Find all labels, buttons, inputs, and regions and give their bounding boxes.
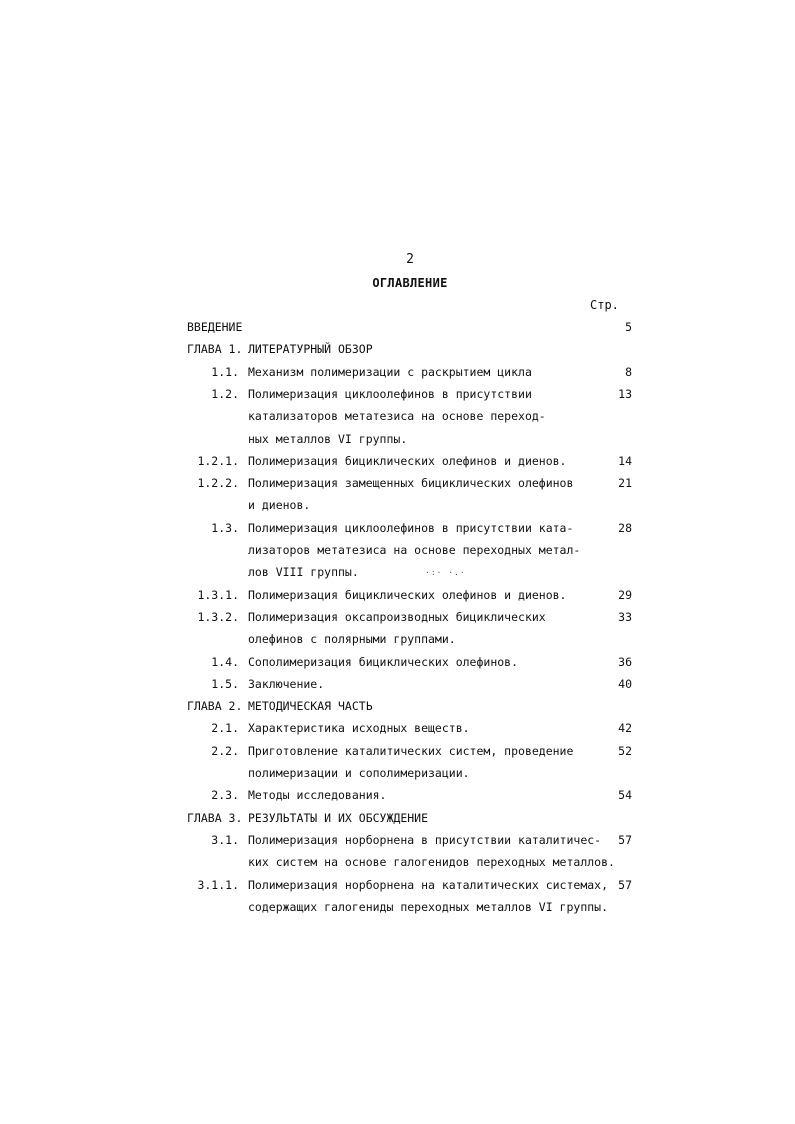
section-number: 2.1. [211,721,239,736]
chapter-number: ГЛАВА 3. [187,810,243,825]
section-title-line[interactable]: Полимеризация замещенных бициклических олефинов [248,476,574,491]
section-title-line[interactable]: катализаторов метатезиса на основе переход- [248,409,546,424]
section-title-line[interactable]: и диенов. [248,498,311,513]
page-ref: 57 [618,877,632,892]
section-number: 1.2.2. [197,476,239,491]
section-title-line[interactable]: Характеристика исходных веществ. [248,721,470,736]
section-title-line[interactable]: Полимеризация норборнена в присутствии каталитичес- [248,832,602,847]
section-title-line[interactable]: олефинов с полярными группами. [248,632,456,647]
page-column-label: Стр. [590,298,619,312]
section-title-line[interactable]: полимеризации и сополимеризации. [248,766,470,780]
section-title-line[interactable]: Полимеризация циклоолефинов в присутствии ката- [248,520,574,535]
page-ref: 40 [618,676,632,691]
chapter-number: ГЛАВА 1. [187,342,243,357]
section-number: 1.3.2. [197,609,239,624]
chapter-title[interactable]: МЕТОДИЧЕСКАЯ ЧАСТЬ [248,699,373,714]
section-number: 1.1. [211,364,239,379]
page-ref: 33 [618,609,632,624]
page-ref: 8 [625,364,632,379]
section-title-line[interactable]: Заключение. [248,676,325,691]
page-ref: 5 [625,320,632,334]
section-title-line[interactable]: Приготовление каталитических систем, проведение [248,743,574,758]
toc-heading: ОГЛАВЛЕНИЕ [372,276,448,290]
section-title-line[interactable]: лизаторов метатезиса на основе переходных метал- [248,543,581,557]
section-number: 1.5. [211,676,239,691]
page-ref: 57 [618,832,632,847]
page-ref: 13 [618,386,632,401]
section-title-line[interactable]: содержащих галогениды переходных металлов VI группы. [248,899,609,914]
section-title-line[interactable]: Полимеризация циклоолефинов в присутствии [248,386,532,401]
page-ref: 14 [618,453,632,468]
section-number: 1.2.1. [197,453,239,468]
section-title-line[interactable]: Полимеризация норборнена на каталитических системах, [248,877,609,892]
page-ref: 52 [618,743,632,758]
chapter-title[interactable]: ЛИТЕРАТУРНЫЙ ОБЗОР [248,342,373,357]
section-title-line[interactable]: Механизм полимеризации с раскрытием цикла [248,364,532,379]
section-title-line[interactable]: ких систем на основе галогенидов переходных металлов. [248,855,615,870]
section-title-line[interactable]: Полимеризация оксапроизводных бициклических [248,609,546,624]
page-number: 2 [406,252,414,267]
section-title-line[interactable]: Полимеризация бициклических олефинов и диенов. [248,587,567,602]
section-number: 3.1. [211,832,239,847]
section-title-line[interactable]: ных металлов VI группы. [248,431,408,446]
page-ref: 28 [618,520,632,535]
scan-artifact: ·:· ·.· [425,568,466,577]
section-title-line[interactable]: Сополимеризация бициклических олефинов. [248,654,519,669]
section-number: 1.4. [211,654,239,669]
page-ref: 36 [618,654,632,669]
section-number: 1.3. [211,520,239,535]
section-title-line[interactable]: Полимеризация бициклических олефинов и диенов. [248,453,567,468]
page-ref: 29 [618,587,632,602]
page-ref: 54 [618,788,632,803]
section-number: 2.2. [211,743,239,758]
section-number: 1.2. [211,386,239,401]
section-number: 3.1.1. [197,877,239,892]
chapter-title[interactable]: РЕЗУЛЬТАТЫ И ИХ ОБСУЖДЕНИЕ [248,810,429,825]
intro-title[interactable]: ВВЕДЕНИЕ [187,320,243,334]
section-number: 1.3.1. [197,587,239,602]
page-ref: 42 [618,721,632,736]
section-title-line[interactable]: лов VIII группы. [248,565,359,580]
section-title-line[interactable]: Методы исследования. [248,788,387,803]
section-number: 2.3. [211,788,239,803]
chapter-number: ГЛАВА 2. [187,699,243,714]
page-ref: 21 [618,476,632,491]
